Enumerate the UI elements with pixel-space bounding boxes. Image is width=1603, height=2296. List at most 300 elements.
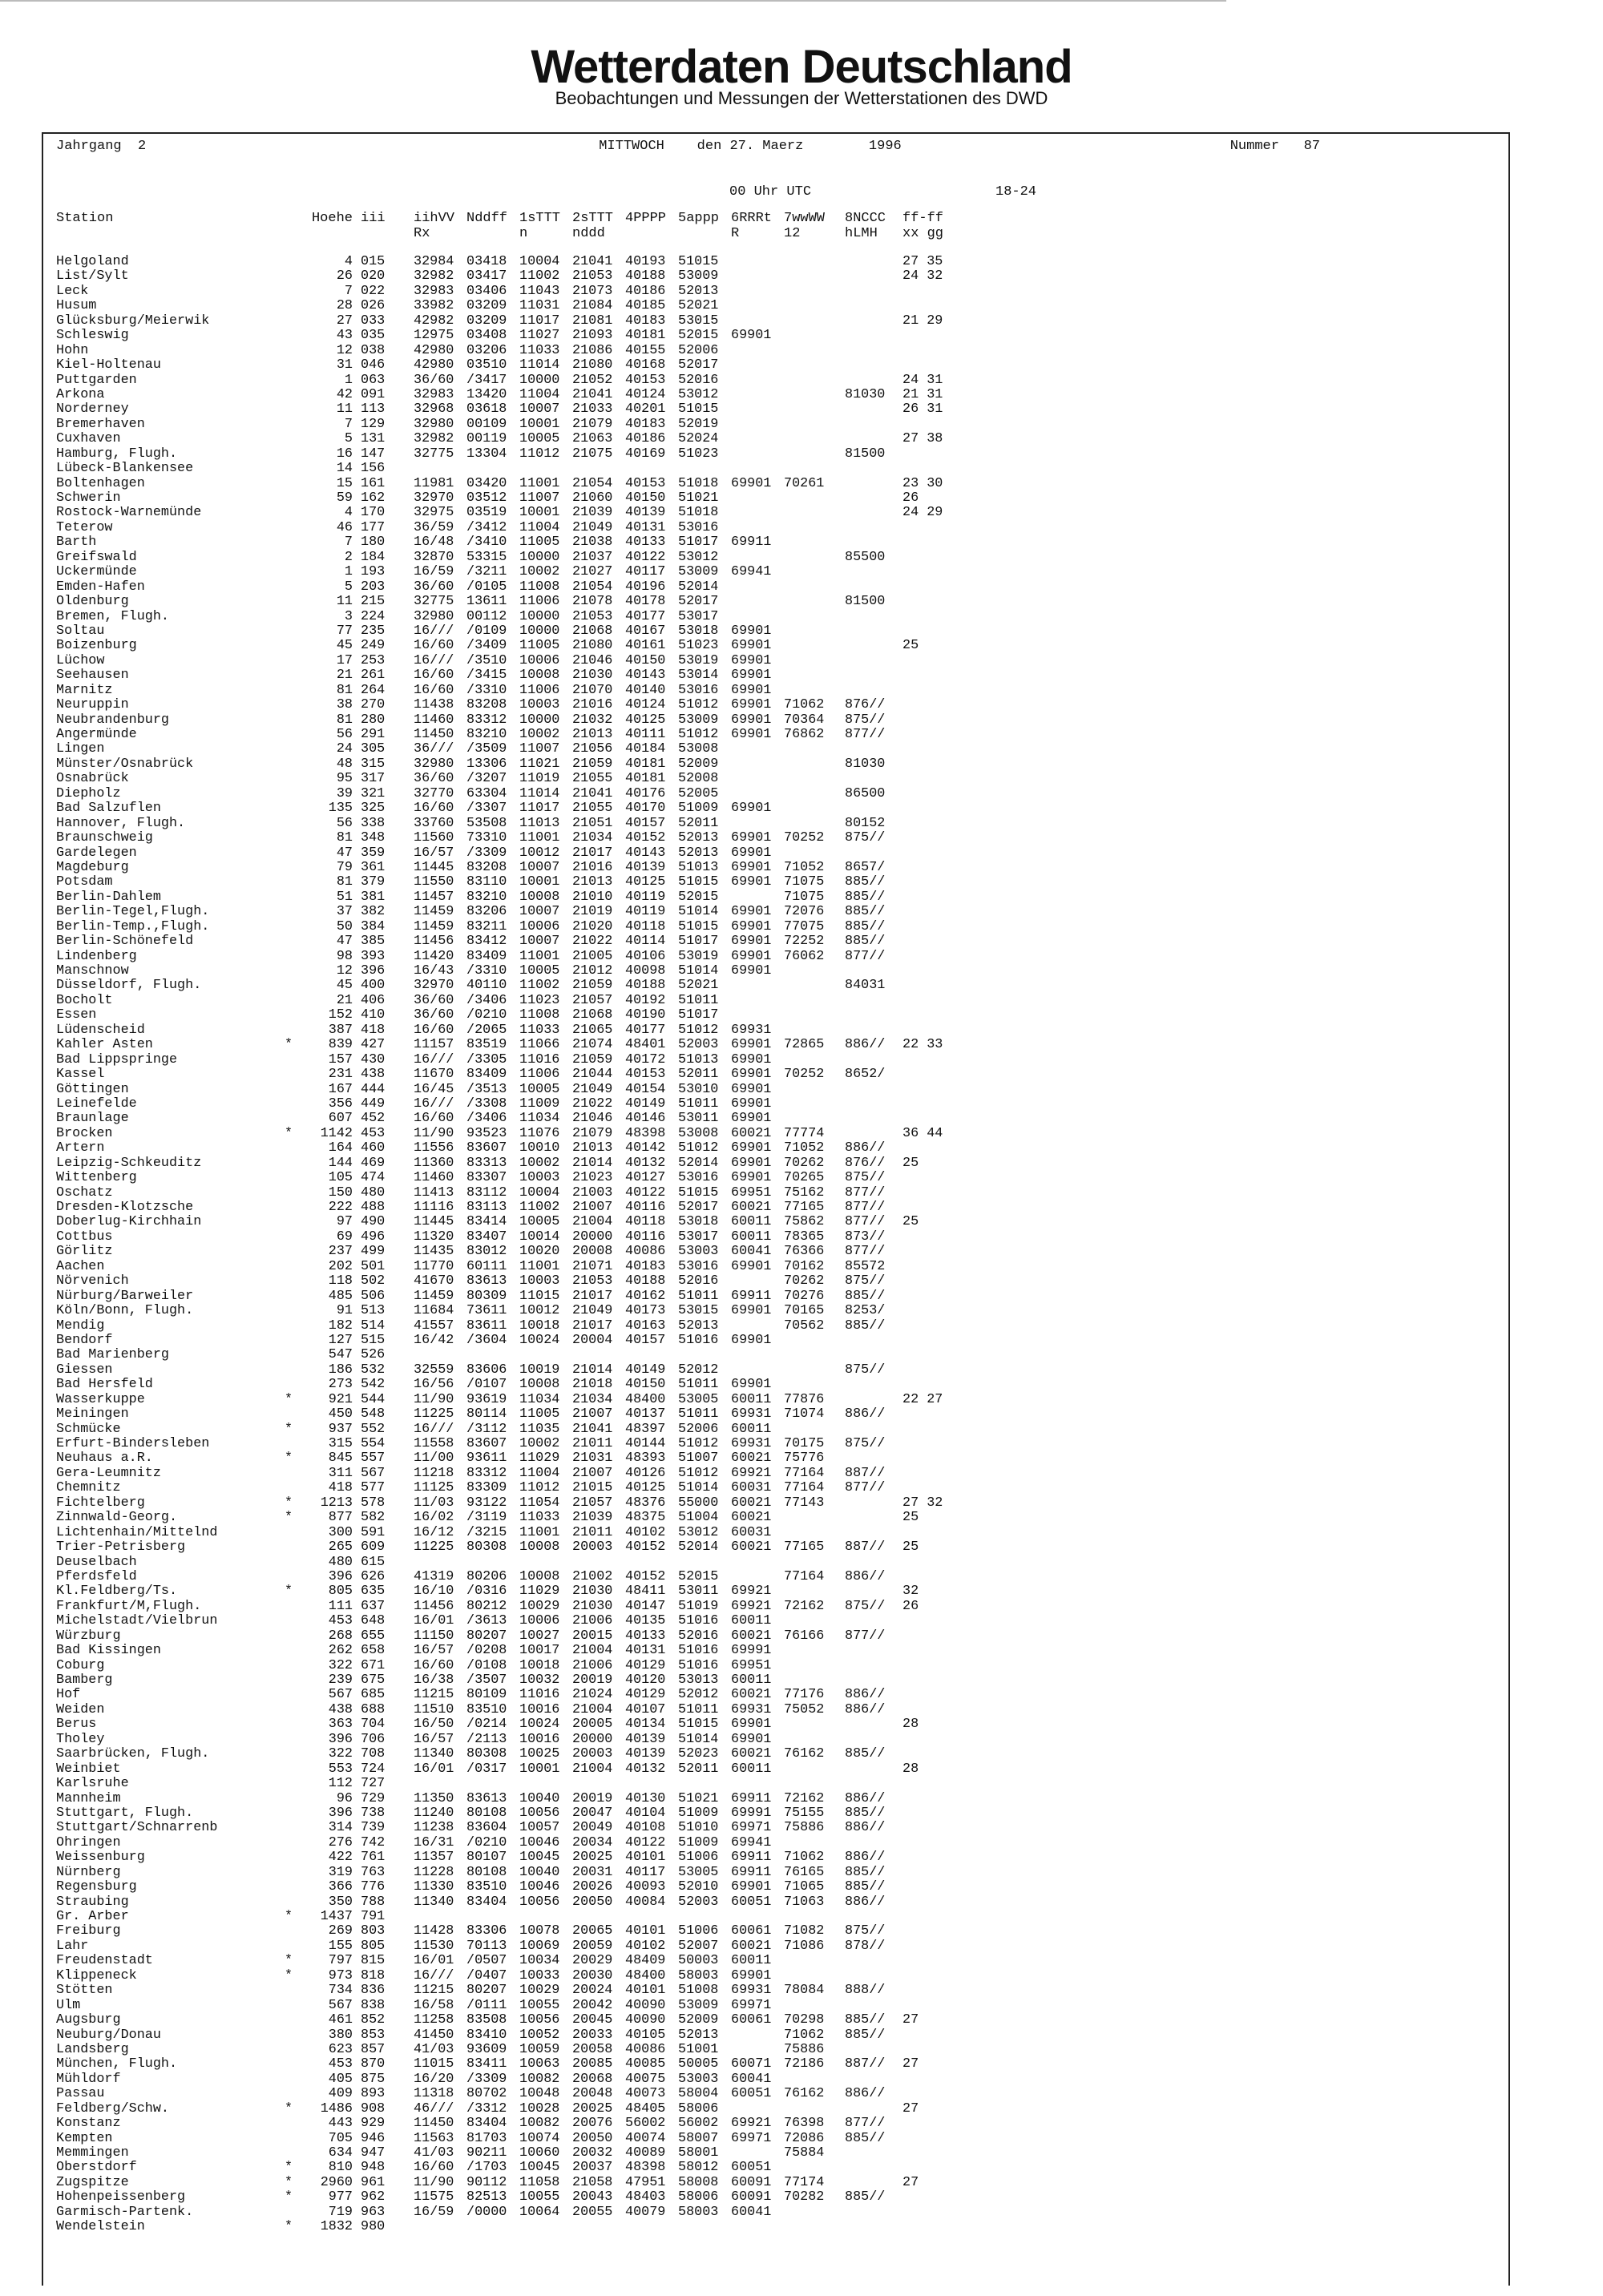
mountain-marker [269,861,309,875]
table-cell: 21080 [572,357,613,373]
table-cell: 396 [328,1731,353,1747]
table-cell: 11005 [519,535,560,551]
table-cell [902,1008,949,1023]
table-cell: 11021 [519,756,560,772]
table-cell: 184 [361,549,386,565]
table-cell: 11435 [414,1244,454,1260]
table-cell: 41319 [414,1568,454,1584]
table-cell [731,580,784,595]
table-cell: 72076 [784,904,825,920]
table-cell: 69901 [731,1170,772,1186]
table-row [56,1496,949,1511]
table-cell: 40183 [625,416,666,432]
table-cell: 885// [845,2012,886,2028]
table-cell: 886// [845,1406,886,1422]
table-cell: 51004 [678,1510,719,1526]
table-cell: 77174 [784,2174,825,2190]
table-cell: 21005 [572,948,613,964]
mountain-marker [269,757,309,772]
table-cell [731,1910,784,1924]
table-row [56,1939,949,1954]
mountain-marker [269,1747,309,1761]
table-cell: 69931 [731,1436,772,1451]
table-cell: 20068 [572,2071,613,2087]
table-cell: 40131 [625,1643,666,1659]
table-cell: 21007 [572,1406,613,1422]
station-name: Berlin-Schönefeld [56,934,194,950]
mountain-marker [269,1407,309,1422]
table-cell: 80212 [466,1598,507,1614]
table-cell [678,462,731,476]
mountain-marker [269,1673,309,1688]
table-cell: 11460 [414,712,454,728]
table-cell: 427 [361,1037,386,1053]
station-name: Boizenburg [56,639,137,654]
table-cell [784,624,845,639]
table-row [56,787,949,801]
station-name: Gera-Leumnitz [56,1466,161,1481]
table-cell: 21041 [572,785,613,801]
table-cell: 11360 [414,1155,454,1171]
table-cell: 70262 [784,1273,825,1289]
table-cell: 51013 [678,859,719,875]
table-cell: 20048 [572,2086,613,2102]
table-cell [845,358,902,373]
table-cell: 52006 [678,342,719,358]
table-cell: 11031 [519,298,560,314]
table-cell [784,1644,845,1658]
table-cell [784,1999,845,2013]
station-name: Bad Lippspringe [56,1052,178,1067]
table-cell [731,344,784,358]
table-cell: 634 [328,2145,353,2161]
table-cell: 40185 [625,298,666,314]
table-cell: 21022 [572,934,613,950]
mountain-marker [269,624,309,639]
table-cell: 69921 [731,1465,772,1481]
table-cell: 69901 [731,623,772,639]
table-cell: 857 [361,2041,386,2057]
table-cell: 11034 [519,1391,560,1407]
table-cell [784,1023,845,1038]
table-cell [845,1954,902,1968]
table-cell: 7 [344,535,353,551]
table-cell: 52012 [678,1362,719,1378]
table-cell: 40137 [625,1406,666,1422]
table-cell [731,284,784,299]
table-cell: 11457 [414,889,454,905]
table-cell: 48409 [625,1953,666,1969]
table-cell: 875// [845,1362,886,1378]
table-cell: 27 [902,2056,919,2072]
table-cell: 21057 [572,1495,613,1511]
table-cell: 69901 [731,1081,772,1097]
table-cell [784,1969,845,1983]
column-header-cell [269,211,309,226]
table-cell [519,1556,572,1570]
table-cell: 21059 [572,756,613,772]
station-name: Schwerin [56,491,121,506]
table-row [56,639,949,653]
table-cell: 658 [361,1643,386,1659]
table-cell: 21033 [572,401,613,418]
table-cell [845,1334,902,1348]
nummer-value: 87 [1303,139,1320,154]
table-cell: 51015 [678,401,719,418]
table-cell: 845 [328,1451,353,1467]
table-cell: 33982 [414,298,454,314]
table-cell: 72252 [784,934,825,950]
table-cell: 51014 [678,1480,719,1496]
table-cell: 60021 [731,1746,772,1762]
table-cell [902,1806,949,1821]
table-cell: 215 [361,594,386,610]
mountain-marker: * [284,1421,293,1437]
table-cell: 40135 [625,1613,666,1629]
table-cell: 203 [361,579,386,595]
table-cell: 11215 [414,1687,454,1703]
station-name: Mendig [56,1318,105,1334]
table-cell: 11318 [414,2086,454,2102]
table-cell [845,344,902,358]
table-cell: /3309 [466,845,507,861]
table-row [56,1363,949,1378]
table-cell [784,565,845,579]
table-cell: 40150 [625,652,666,668]
mountain-marker: * [284,1584,293,1600]
table-cell: 83210 [466,727,507,742]
table-cell: 317 [361,771,386,787]
mountain-marker [269,2028,309,2043]
table-cell: 11445 [414,859,454,875]
table-cell: 48403 [625,2189,666,2205]
table-cell: 10046 [519,1834,560,1850]
table-cell: 885// [845,2189,886,2205]
station-name: Memmingen [56,2146,129,2161]
station-name: List/Sylt [56,269,129,284]
mountain-marker [269,1008,309,1023]
table-cell: 40153 [625,1067,666,1083]
table-cell: 152 [328,1007,353,1023]
table-row [56,994,949,1008]
table-cell: 51015 [678,254,719,269]
table-cell: 384 [361,918,386,934]
table-cell: 269 [328,1923,353,1939]
mountain-marker [269,787,309,801]
table-cell: 11033 [519,342,560,358]
table-cell: 21037 [572,549,613,565]
table-cell: 48398 [625,1125,666,1141]
table-cell: 70162 [784,1258,825,1274]
table-cell: 356 [328,1096,353,1112]
table-cell: 25 [902,1539,919,1556]
table-cell: 502 [361,1273,386,1289]
table-cell: /3112 [466,1421,507,1437]
table-cell: 450 [328,1406,353,1422]
table-cell: 51009 [678,801,719,817]
table-cell: 449 [361,1096,386,1112]
table-row [56,255,949,269]
table-cell: 69901 [731,1879,772,1895]
table-cell: 80108 [466,1864,507,1880]
table-cell: 69991 [731,1805,772,1821]
table-cell: 11420 [414,948,454,964]
table-cell: 11054 [519,1495,560,1511]
table-row [56,1112,949,1126]
column-subheader-cell: nddd [572,226,605,241]
table-row [56,1319,949,1334]
table-row [56,1511,949,1525]
table-cell: 70252 [784,830,825,846]
table-row [56,447,949,462]
table-cell [845,1127,902,1141]
table-cell: 40168 [625,357,666,373]
table-cell: 51008 [678,1983,719,1999]
table-cell: 60011 [731,1229,772,1245]
table-cell: 885// [845,934,886,950]
table-cell [784,1511,845,1525]
table-cell: 32775 [414,446,454,462]
table-cell: 32984 [414,254,454,269]
table-cell: 363 [328,1717,353,1733]
table-cell: 11017 [519,801,560,817]
table-cell [902,2072,949,2087]
table-row [56,1866,949,1880]
table-cell [902,1112,949,1126]
table-cell: 48400 [625,1967,666,1983]
table-cell: 20055 [572,2204,613,2220]
station-name: Boltenhagen [56,476,145,491]
table-row [56,1762,949,1777]
mountain-marker [269,521,309,535]
table-cell [414,1348,466,1362]
table-cell: 00112 [466,608,507,624]
table-cell: 973 [328,1967,353,1983]
table-cell: /0109 [466,623,507,639]
table-cell [784,1422,845,1437]
table-cell: 10008 [519,1377,560,1393]
table-cell: 53015 [678,313,719,329]
table-cell: 40093 [625,1879,666,1895]
table-cell: 51011 [678,1288,719,1304]
table-cell: 11035 [519,1421,560,1437]
table-row [56,1393,949,1407]
table-cell: 10059 [519,2041,560,2057]
table-cell: 56 [336,815,353,831]
table-cell: 41670 [414,1273,454,1289]
table-cell [845,1733,902,1747]
table-cell: 24 31 [902,372,943,388]
table-cell [845,462,902,476]
table-cell: 41450 [414,2027,454,2043]
table-cell: 21030 [572,668,613,684]
mountain-marker [269,1186,309,1200]
table-cell: 58001 [678,2145,719,2161]
table-cell: 405 [328,2071,353,2087]
table-cell: 40146 [625,1111,666,1127]
table-cell: 885// [845,2027,886,2043]
station-name: Bendorf [56,1333,113,1348]
table-cell: 32983 [414,283,454,299]
mountain-marker [269,801,309,816]
mountain-marker: * [284,1967,293,1983]
table-row [56,1584,949,1599]
table-cell: 21059 [572,1051,613,1067]
table-cell: 69901 [731,859,772,875]
table-cell: 76166 [784,1628,825,1644]
table-cell [902,1083,949,1097]
table-cell [902,1319,949,1334]
table-cell: 83409 [466,1067,507,1083]
table-cell: 21016 [572,697,613,713]
table-cell: 10082 [519,2116,560,2132]
table-cell [902,418,949,432]
table-cell: 20004 [572,1332,613,1348]
station-name: Schleswig [56,329,129,344]
table-cell: 93619 [466,1391,507,1407]
table-cell: 10005 [519,1081,560,1097]
table-cell: 32982 [414,268,454,284]
table-cell: 59 [336,490,353,506]
table-cell: 21031 [572,1451,613,1467]
table-cell: 21017 [572,845,613,861]
table-cell [902,1481,949,1495]
table-cell: 10045 [519,1850,560,1866]
mountain-marker [269,639,309,653]
table-cell: 16/38 [414,1673,454,1688]
table-cell: 52014 [678,1155,719,1171]
mountain-marker [269,1777,309,1791]
table-cell: 20042 [572,1997,613,2013]
table-cell: 886// [845,1701,886,1717]
table-cell: 69 [336,1229,353,1245]
table-cell: 21058 [572,2174,613,2190]
table-cell: 23 30 [902,475,943,491]
station-name: Doberlug-Kirchhain [56,1215,202,1230]
table-cell: 10001 [519,505,560,521]
table-cell: 724 [361,1761,386,1777]
table-cell: /3412 [466,519,507,535]
table-cell: 11225 [414,1539,454,1556]
table-cell [784,1954,845,1968]
table-cell: 53011 [678,1111,719,1127]
table-cell: 10006 [519,918,560,934]
table-cell: 75886 [784,2041,825,2057]
table-cell: 21019 [572,904,613,920]
table-cell: 21007 [572,1465,613,1481]
table-cell: 42980 [414,357,454,373]
table-cell [414,1910,466,1924]
mountain-marker [269,1230,309,1245]
table-cell: 393 [361,948,386,964]
table-cell: 53019 [678,948,719,964]
table-cell: 69901 [731,1155,772,1171]
table-cell: 60091 [731,2189,772,2205]
table-cell: 16/60 [414,1657,454,1673]
table-cell: 36/// [414,741,454,757]
table-cell [519,462,572,476]
table-cell: 58006 [678,2189,719,2205]
table-cell: 83404 [466,2116,507,2132]
table-cell: 27 [902,2174,919,2190]
table-cell: 20030 [572,1967,613,1983]
table-cell: 10008 [519,889,560,905]
table-row [56,1067,949,1082]
table-cell [731,787,784,801]
table-cell: 21013 [572,874,613,890]
table-cell [466,1910,519,1924]
table-cell [625,1777,678,1791]
table-cell: 80702 [466,2086,507,2102]
table-cell [784,580,845,595]
station-name: Stötten [56,1983,113,1999]
table-cell: 60021 [731,1125,772,1141]
mountain-marker [269,269,309,284]
table-cell [902,846,949,861]
table-cell: 547 [328,1347,353,1363]
station-name: Leipzig-Schkeuditz [56,1156,202,1171]
station-name: Lüchow [56,653,105,668]
table-cell: 1 [344,372,353,388]
table-cell: 554 [361,1436,386,1451]
table-cell: 791 [361,1909,386,1924]
table-cell: 21071 [572,1258,613,1274]
table-row [56,1570,949,1584]
mountain-marker: * [284,1495,293,1511]
table-cell [902,934,949,949]
table-cell [784,787,845,801]
column-subheader-cell [269,226,309,241]
table-cell [784,447,845,462]
table-cell: 52003 [678,1894,719,1910]
table-cell [902,1407,949,1422]
table-cell: 685 [361,1687,386,1703]
table-cell: 76366 [784,1244,825,1260]
table-cell: 16/57 [414,845,454,861]
table-cell: 93609 [466,2041,507,2057]
table-cell [845,654,902,668]
table-cell: 40105 [625,2027,666,2043]
table-cell: 886// [845,1687,886,1703]
table-cell [572,1348,625,1362]
station-name: Pferdsfeld [56,1569,137,1584]
table-row [56,1097,949,1112]
table-row [56,2146,949,2161]
table-cell: 51014 [678,904,719,920]
table-cell [902,1556,949,1570]
table-cell: 480 [328,1554,353,1570]
table-cell: 10007 [519,401,560,418]
table-cell [902,1378,949,1392]
table-cell: 10007 [519,904,560,920]
table-cell: 40144 [625,1436,666,1451]
table-cell [784,314,845,329]
station-name: Manschnow [56,964,129,979]
table-row [56,1437,949,1451]
table-cell [902,1688,949,1702]
mountain-marker [269,329,309,343]
table-cell [902,1983,949,1998]
table-cell: 21016 [572,859,613,875]
table-cell [902,1969,949,1983]
table-cell: 40184 [625,741,666,757]
mountain-marker [269,1245,309,1259]
table-row [56,861,949,875]
table-cell: 36/60 [414,771,454,787]
table-cell: 438 [328,1701,353,1717]
table-cell: 878// [845,1938,886,1954]
table-cell [902,772,949,786]
